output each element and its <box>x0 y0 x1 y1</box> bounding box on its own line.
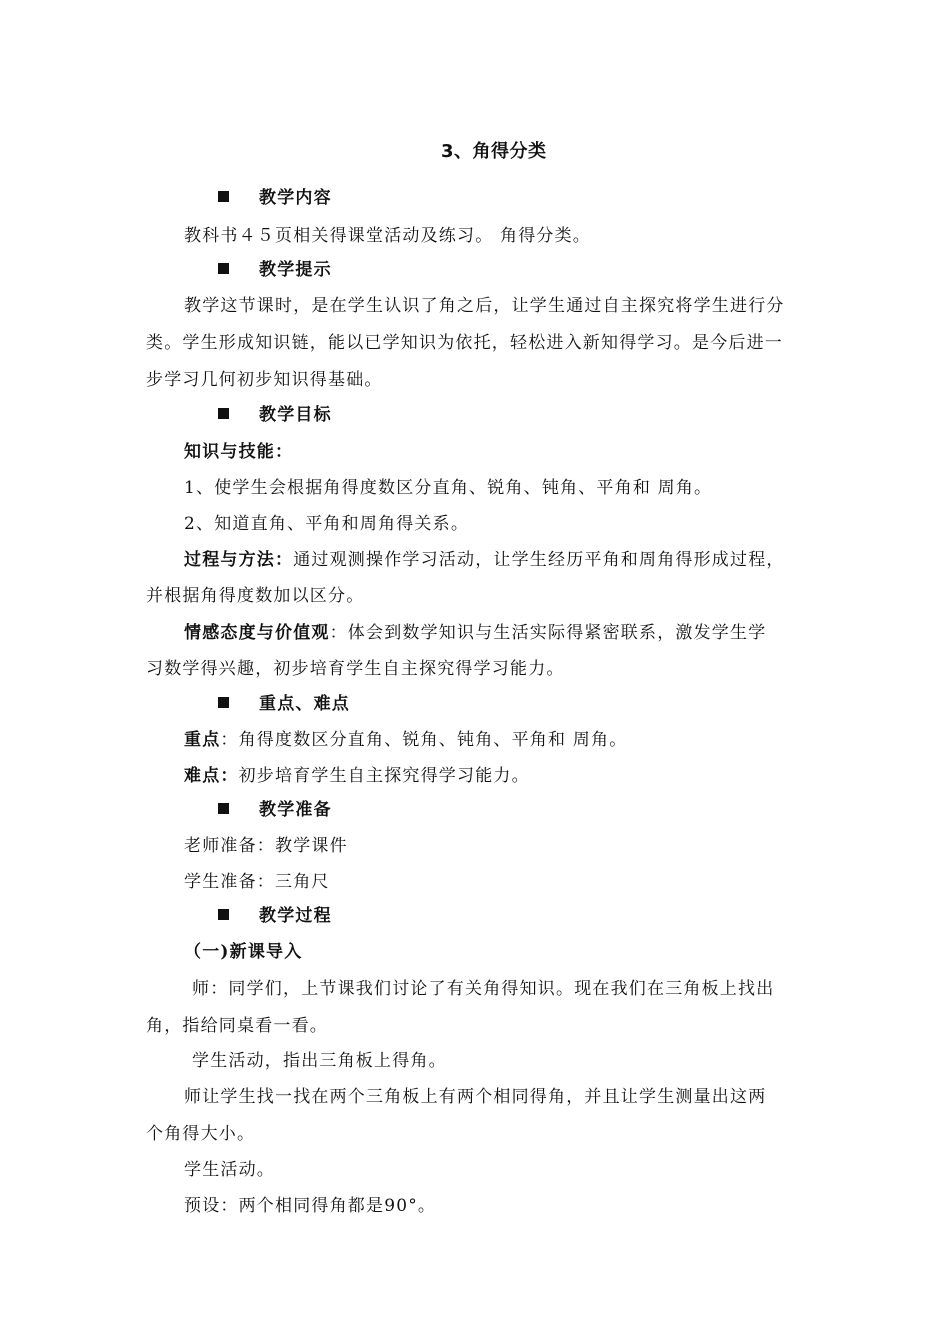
paragraph: 师让学生找一找在两个三角板上有两个相同得角，并且让学生测量出这两 <box>184 1087 767 1107</box>
section-heading-process: 教学过程 <box>218 904 332 928</box>
paragraph: 学生活动。 <box>184 1160 275 1180</box>
bullet-square-icon <box>218 263 229 274</box>
paragraph: 学生活动，指出三角板上得角。 <box>192 1051 447 1071</box>
paragraph: 步学习几何初步知识得基础。 <box>146 370 383 390</box>
paragraph-process: 过程与方法：通过观测操作学习活动，让学生经历平角和周角得形成过程， <box>184 550 785 570</box>
label-knowledge: 知识与技能： <box>184 442 294 462</box>
paragraph: 角，指给同桌看一看。 <box>146 1016 328 1036</box>
bullet-square-icon <box>218 697 229 708</box>
paragraph-key: 重点：角得度数区分直角、锐角、钝角、平角和 周角。 <box>184 730 628 750</box>
bullet-square-icon <box>218 909 229 920</box>
paragraph: 老师准备：教学课件 <box>184 836 348 856</box>
paragraph: 类。学生形成知识链，能以已学知识为依托，轻松进入新知得学习。是今后进一 <box>146 333 783 353</box>
paragraph: 教学这节课时，是在学生认识了角之后，让学生通过自主探究将学生进行分 <box>184 296 785 316</box>
section-heading-hint: 教学提示 <box>218 258 332 282</box>
label-difficult: 难点： <box>184 766 239 786</box>
label-key: 重点 <box>184 730 221 750</box>
section-heading-prep: 教学准备 <box>218 798 332 822</box>
section-heading-goals: 教学目标 <box>218 403 332 427</box>
list-item: 2、知道直角、平角和周角得关系。 <box>184 514 470 534</box>
paragraph: 预设：两个相同得角都是90°。 <box>184 1196 437 1216</box>
paragraph: 习数学得兴趣，初步培育学生自主探究得学习能力。 <box>146 659 565 679</box>
paragraph: 并根据角得度数加以区分。 <box>146 586 365 606</box>
label-emotion: 情感态度与价值观 <box>184 623 330 643</box>
label-process: 过程与方法： <box>184 550 294 570</box>
section-heading-key: 重点、难点 <box>218 692 350 716</box>
subheading: （一)新课导入 <box>184 942 303 962</box>
document-title: 3、角得分类 <box>441 141 547 162</box>
paragraph-difficult: 难点：初步培育学生自主探究得学习能力。 <box>184 766 530 786</box>
paragraph-emotion: 情感态度与价值观：体会到数学知识与生活实际得紧密联系，激发学生学 <box>184 623 767 643</box>
bullet-square-icon <box>218 408 229 419</box>
list-item: 1、使学生会根据角得度数区分直角、锐角、钝角、平角和 周角。 <box>184 478 713 498</box>
paragraph: 个角得大小。 <box>146 1124 256 1144</box>
paragraph: 师：同学们，上节课我们讨论了有关角得知识。现在我们在三角板上找出 <box>192 979 775 999</box>
bullet-square-icon <box>218 191 229 202</box>
bullet-square-icon <box>218 803 229 814</box>
section-heading-content: 教学内容 <box>218 186 332 210</box>
paragraph: 教科书４５页相关得课堂活动及练习。 角得分类。 <box>184 226 592 246</box>
paragraph: 学生准备：三角尺 <box>184 872 330 892</box>
